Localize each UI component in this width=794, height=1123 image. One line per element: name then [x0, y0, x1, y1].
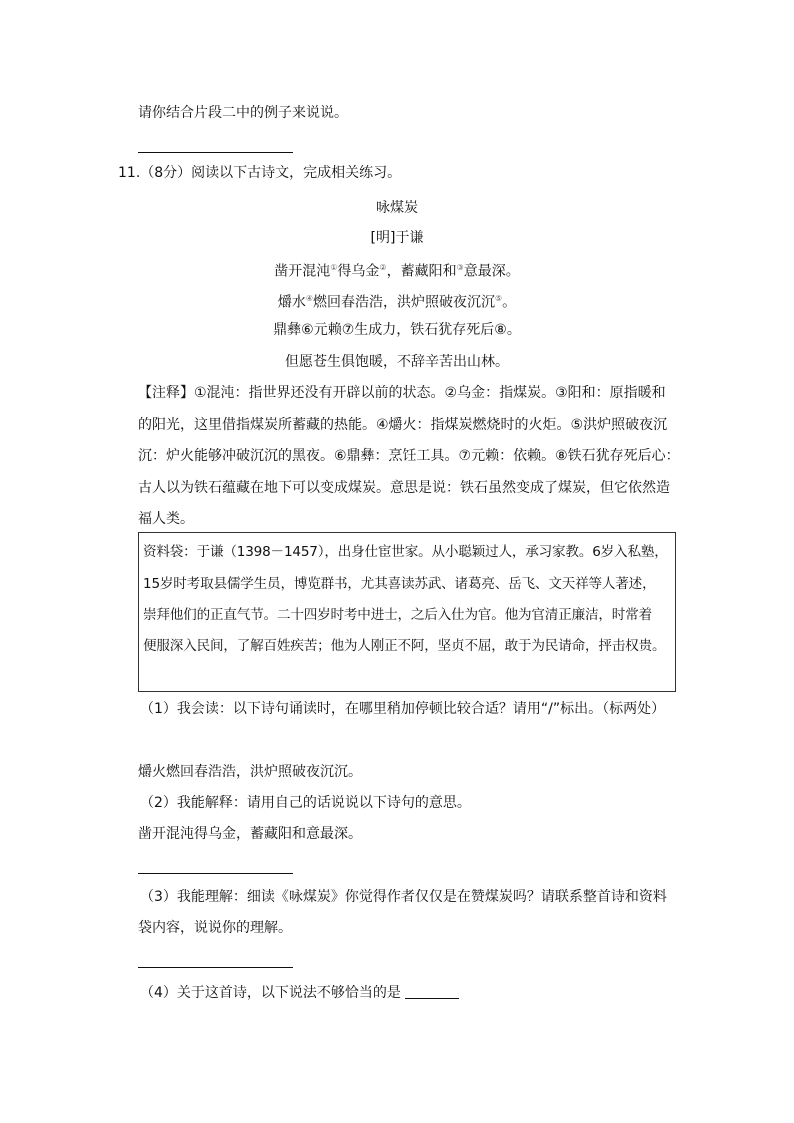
question-11-header: 11.（8分）阅读以下古诗文，完成相关练习。 — [118, 165, 402, 181]
poem-line-1 — [0, 258, 794, 278]
poem-line-2 — [0, 289, 794, 309]
footnote-marker-5: ⑤ — [495, 294, 503, 303]
info-box-line-4: 便服深入民间，了解百姓疾苦；他为人刚正不阿，坚贞不屈，敢于为民请命，抨击权贵。 — [143, 638, 666, 654]
answer-blank-sub-4[interactable] — [405, 984, 459, 999]
footnote-marker-4: ④ — [305, 294, 313, 303]
sub-question-4-prompt: （4）关于这首诗，以下说法不够恰当的是 — [140, 985, 401, 1001]
poem-line-1-part-b: 得乌金 — [337, 263, 380, 280]
notes-line-3: 沉：炉火能够冲破沉沉的黑夜。⑥鼎彝：烹饪工具。⑦元赖：依赖。⑧铁石犹存死后心： — [138, 448, 680, 464]
poem-line-2-part-b: 燃回春浩浩，洪炉照破夜沉沉 — [313, 294, 495, 311]
info-box-line-1: 资料袋：于谦（1398－1457），出身仕宦世家。从小聪颖过人，承习家教。6岁入私塾， — [143, 544, 668, 560]
notes-line-2: 的阳光，这里借指煤炭所蓄藏的热能。④爝火：指煤炭燃烧时的火炬。⑤洪炉照破夜沉 — [138, 417, 668, 433]
poem-line-1-part-c: ，蓄藏阳和 — [386, 263, 457, 280]
sub-question-3-prompt-line-2: 袋内容，说说你的理解。 — [138, 920, 292, 936]
poem-title: 咏煤炭 — [376, 200, 418, 216]
sub-question-4 — [140, 983, 459, 1003]
footnote-marker-1: ① — [330, 263, 338, 272]
prev-question-prompt: 请你结合片段二中的例子来说说。 — [138, 105, 348, 121]
poem-line-2-part-c: 。 — [502, 294, 517, 311]
poem-line-1-part-d: 意最深。 — [463, 263, 520, 280]
answer-line-prev[interactable] — [138, 152, 293, 153]
notes-line-1: 【注释】①混沌：指世界还没有开辟以前的状态。②乌金：指煤炭。③阳和：原指暖和 — [138, 385, 666, 401]
poem-line-4: 但愿苍生俱饱暖，不辞辛苦出山林。 — [285, 354, 509, 370]
sub-question-2-prompt: （2）我能解释：请用自己的话说说以下诗句的意思。 — [140, 795, 471, 811]
info-box-line-2: 15岁时考取县儒学生员，博览群书，尤其喜读苏武、诸葛亮、岳飞、文天祥等人著述， — [143, 576, 656, 592]
info-box-line-3: 崇拜他们的正直气节。二十四岁时考中进士，之后入仕为官。他为官清正廉洁，时常着 — [143, 607, 652, 623]
sub-question-1-prompt: （1）我会读：以下诗句诵读时，在哪里稍加停顿比较合适？请用“/”标出。（标两处） — [140, 701, 666, 717]
poem-author: [明]于谦 — [370, 230, 424, 246]
poem-line-3: 鼎彝⑥元赖⑦生成力，铁石犹存死后⑧。 — [273, 322, 521, 338]
notes-line-5: 福人类。 — [138, 511, 194, 527]
poem-line-2-part-a: 爝水 — [277, 294, 306, 311]
sub-question-1-line: 爝火燃回春浩浩，洪炉照破夜沉沉。 — [138, 764, 362, 780]
sub-question-2-line: 凿开混沌得乌金，蓄藏阳和意最深。 — [138, 826, 362, 842]
answer-line-sub-3[interactable] — [138, 967, 293, 968]
info-box — [138, 532, 676, 692]
footnote-marker-3: ③ — [456, 263, 464, 272]
footnote-marker-2: ② — [379, 263, 387, 272]
poem-line-1-part-a: 凿开混沌 — [274, 263, 331, 280]
answer-line-sub-2[interactable] — [138, 873, 293, 874]
notes-line-4: 古人以为铁石蕴藏在地下可以变成煤炭。意思是说：铁石虽然变成了煤炭，但它依然造 — [138, 480, 670, 496]
sub-question-3-prompt-line-1: （3）我能理解：细读《咏煤炭》你觉得作者仅仅是在赞煤炭吗？请联系整首诗和资料 — [140, 889, 667, 905]
